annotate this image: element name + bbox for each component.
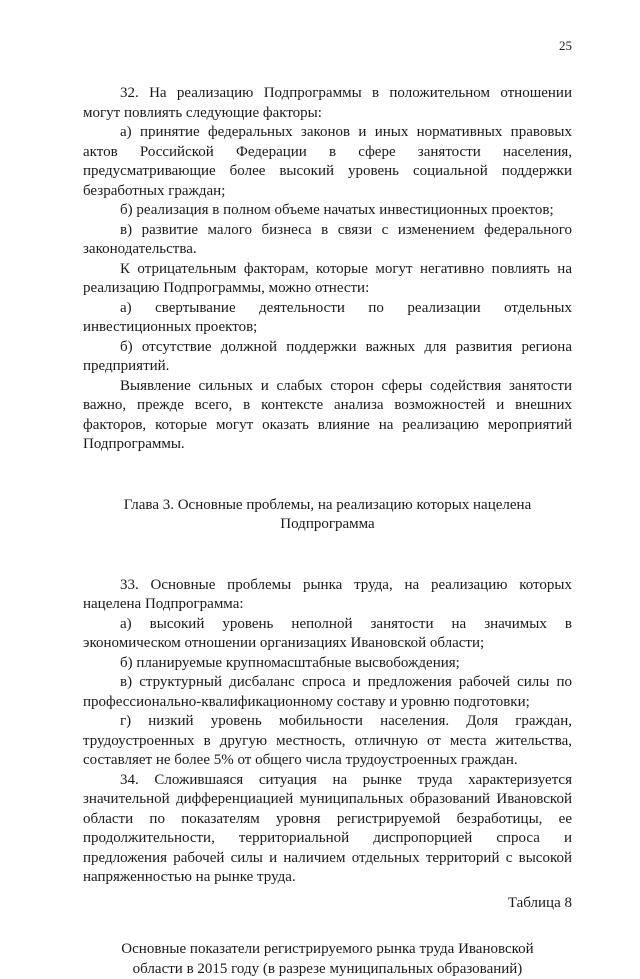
list-item-positive-a: а) принятие федеральных законов и иных нормативных правовых актов Российской Федерации в сфере занятости населения, предусматривающие более высокий уровень социальной поддержки безработных граждан; <box>83 123 572 201</box>
list-item-problem-b: б) планируемые крупномасштабные высвобождения; <box>83 654 572 674</box>
document-body <box>83 84 572 979</box>
list-item-negative-b: б) отсутствие должной поддержки важных для развития региона предприятий. <box>83 338 572 377</box>
list-item-positive-c: в) развитие малого бизнеса в связи с изменением федерального законодательства. <box>83 221 572 260</box>
table-label: Таблица 8 <box>83 894 572 914</box>
list-item-problem-d: г) низкий уровень мобильности населения. Доля граждан, трудоустроенных в другую местность, отличную от места жительства, составляет не более 5% от общего числа трудоустроенных граждан. <box>83 712 572 771</box>
paragraph-32-intro: 32. На реализацию Подпрограммы в положительном отношении могут повлиять следующие факторы: <box>83 84 572 123</box>
page-number: 25 <box>559 38 572 54</box>
table-title-line-1: Основные показатели регистрируемого рынка труда Ивановской <box>83 940 572 960</box>
table-title-line-2: области в 2015 году (в разрезе муниципальных образований) <box>83 960 572 979</box>
chapter-heading-line-2: Подпрограмма <box>83 515 572 535</box>
paragraph-negative-intro: К отрицательным факторам, которые могут негативно повлиять на реализацию Подпрограммы, можно отнести: <box>83 260 572 299</box>
paragraph-strengths-weaknesses: Выявление сильных и слабых сторон сферы содействия занятости важно, прежде всего, в контексте анализа возможностей и внешних факторов, которые могут оказать влияние на реализацию мероприятий Подпрограммы. <box>83 377 572 455</box>
list-item-negative-a: а) свертывание деятельности по реализации отдельных инвестиционных проектов; <box>83 299 572 338</box>
list-item-problem-c: в) структурный дисбаланс спроса и предложения рабочей силы по профессионально-квалификационному составу и уровню подготовки; <box>83 673 572 712</box>
paragraph-33-intro: 33. Основные проблемы рынка труда, на реализацию которых нацелена Подпрограмма: <box>83 576 572 615</box>
paragraph-34: 34. Сложившаяся ситуация на рынке труда характеризуется значительной дифференциацией муниципальных образований Ивановской области по показателям уровня регистрируемой безработицы, ее продолжительности, территориальной диспропорцией спроса и предложения рабочей силы и наличием отдельных территорий с высокой напряженностью на рынке труда. <box>83 771 572 888</box>
chapter-heading-line-1: Глава 3. Основные проблемы, на реализацию которых нацелена <box>83 496 572 516</box>
list-item-positive-b: б) реализация в полном объеме начатых инвестиционных проектов; <box>83 201 572 221</box>
list-item-problem-a: а) высокий уровень неполной занятости на значимых в экономическом отношении организациях Ивановской области; <box>83 615 572 654</box>
